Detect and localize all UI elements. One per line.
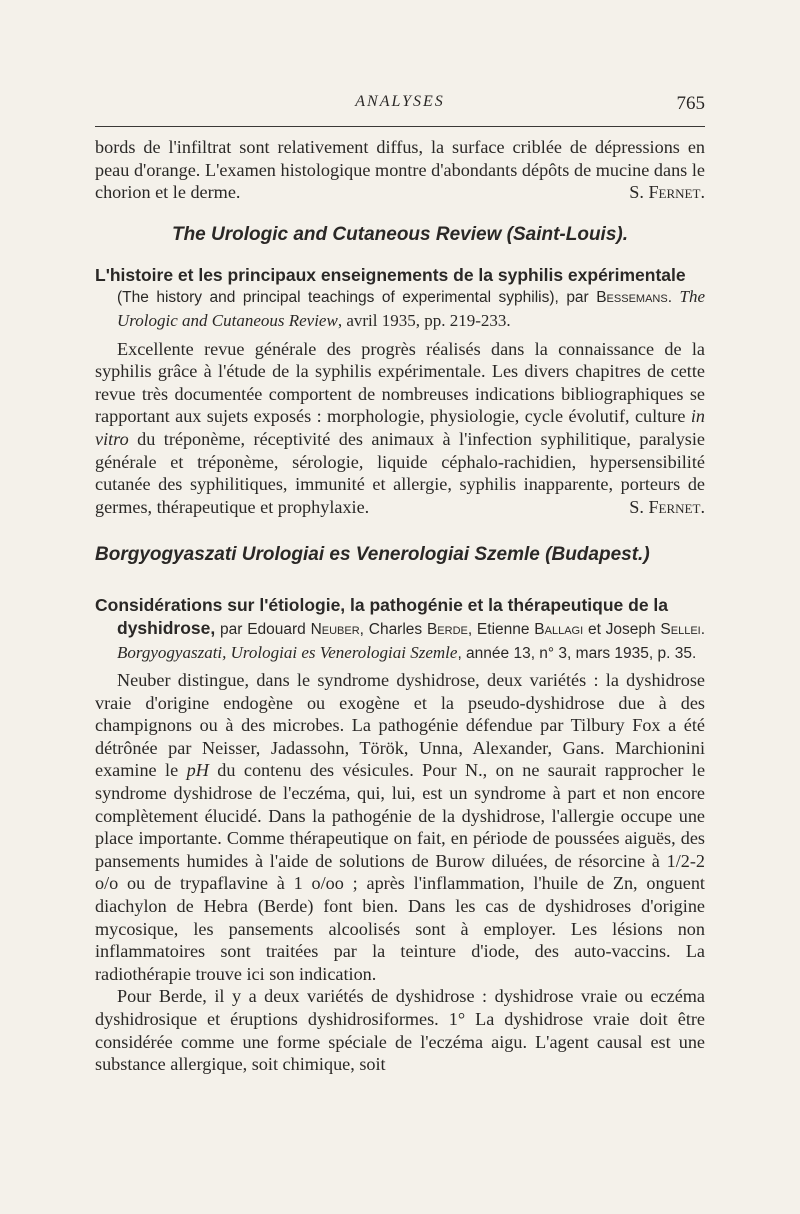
article-signature-1: S. Fernet. bbox=[629, 496, 705, 517]
article-meta-2-d: et Joseph bbox=[587, 620, 656, 638]
header-rule bbox=[95, 126, 705, 127]
running-title: ANALYSES bbox=[355, 93, 445, 110]
page-content bbox=[95, 136, 705, 1076]
article-body-1-end: du tréponème, réceptivité des animaux à l'infection syphilitique, paralysie générale et tréponème, sérologie, liquide céphalo-rachidien, hypersensibilité cutanée des syphilitiques, immunité et allergie, syphilis inapparente, porteurs de germes, thérapeutique et prophylaxie. bbox=[95, 428, 705, 517]
article-meta-2-end: , année 13, n° 3, mars 1935, p. 35. bbox=[457, 644, 697, 662]
article-title-2: Considérations sur l'étiologie, la pathogénie et la thérapeutique de la bbox=[95, 595, 669, 616]
article-meta-2-e: . bbox=[700, 620, 706, 638]
article-body-1-text: Excellente revue générale des progrès réalisés dans la connaissance de la syphilis grâce à l'étude de la syphilis expérimentale. Les divers chapitres de cette revue très documentée comportent de nombreuses indications bibliographiques se rapportant aux sujets exposés : morphologie, physiologie, cycle évolutif, culture bbox=[95, 338, 705, 427]
article-title-1: L'histoire et les principaux enseignements de la syphilis expérimentale bbox=[95, 264, 686, 285]
article-meta-1: (The history and principal teachings of experimental syphilis), par Bessemans. The Urologic and Cutaneous Review, avril 1935, pp. 219-233. bbox=[117, 287, 705, 330]
journal-heading-2: Borgyogyaszati Urologiai es Venerologiai Szemle (Budapest.) bbox=[95, 544, 650, 566]
article-journal-ref-1: The Urologic and Cutaneous Review bbox=[117, 287, 705, 330]
article-author-1: Bessemans bbox=[596, 289, 668, 307]
article-title-2b: dyshidrose, bbox=[117, 617, 216, 638]
article-journal-ref-2: Borgyogyaszati, Urologiai es Venerologiai Szemle bbox=[117, 642, 458, 662]
page-number: 765 bbox=[676, 93, 705, 114]
article-body-2-para-1-a: Neuber distingue, dans le syndrome dyshidrose, deux variétés : la dyshidrose vraie d'origine endogène ou exogène et la pseudo-dyshidrose due à des champignons ou à des microbes. La pathogénie défendue par Tilbury Fox a été détrônée par Neisser, Jadassohn, Török, Unna, Alexander, Gans. Marchionini examine le bbox=[95, 670, 705, 781]
article-author-2b: Berde bbox=[426, 620, 468, 638]
article-author-2d: Sellei bbox=[660, 620, 701, 638]
article-body-1-italic: in vitro bbox=[95, 406, 705, 449]
article-meta-2-b: , Charles bbox=[359, 620, 423, 638]
article-body-1 bbox=[95, 338, 705, 519]
article-author-2c: Ballagi bbox=[534, 620, 584, 638]
journal-heading-1: The Urologic and Cutaneous Review (Saint-Louis). bbox=[171, 223, 629, 245]
article-body-2-para-2: Pour Berde, il y a deux variétés de dyshidrose : dyshidrose vraie ou eczéma dyshidrosique et éruptions dyshidrosiformes. 1° La dyshidrose vraie doit être considérée comme une forme spéciale de l'eczéma aigu. L'agent causal est une substance allergique, soit chimique, soit bbox=[95, 986, 705, 1075]
article-meta-2 bbox=[95, 617, 705, 665]
intro-text: bords de l'infiltrat sont relativement diffus, la surface criblée de dépressions en peau d'orange. L'examen histologique montre d'abondants dépôts de mucine dans le chorion et le derme. bbox=[95, 137, 705, 203]
article-meta-1-text: (The history and principal teachings of experimental syphilis), par bbox=[117, 289, 589, 307]
article-meta-2-c: , Etienne bbox=[467, 620, 530, 638]
intro-signature: S. Fernet. bbox=[629, 182, 705, 203]
article-body-2-para-1-b: du contenu des vésicules. Pour N., on ne saurait rapprocher le syndrome dyshidrose de l'eczéma, qui, lui, est un syndrome à part et non encore complètement élucidé. Dans la pathogénie de la dyshidrose, l'allergie occupe une place importante. Comme thérapeutique on fait, en période de poussées aiguës, des pansements humides à l'aide de solutions de Burow diluées, de résorcine à 1/2-2 o/o ou de trypaflavine à 1 o/oo ; après l'inflammation, l'huile de Zn, onguent diachylon de Hebra (Berde) font bien. Dans les cas de dyshidroses d'origine mycosique, les pansements alcoolisés sont à employer. Les lésions non inflammatoires sont traitées par la teinture d'iode, des auto-vaccins. La radiothérapie trouve ici son indication. bbox=[95, 760, 706, 984]
article-meta-1-end: , avril 1935, pp. 219-233. bbox=[337, 310, 511, 330]
page-header bbox=[95, 93, 705, 123]
article-meta-2-a: par Edouard bbox=[220, 620, 306, 638]
ph-italic: pH bbox=[186, 760, 209, 781]
intro-paragraph bbox=[95, 136, 705, 204]
article-body-2-para-1 bbox=[95, 669, 705, 985]
article-author-2a: Neuber bbox=[310, 620, 360, 638]
